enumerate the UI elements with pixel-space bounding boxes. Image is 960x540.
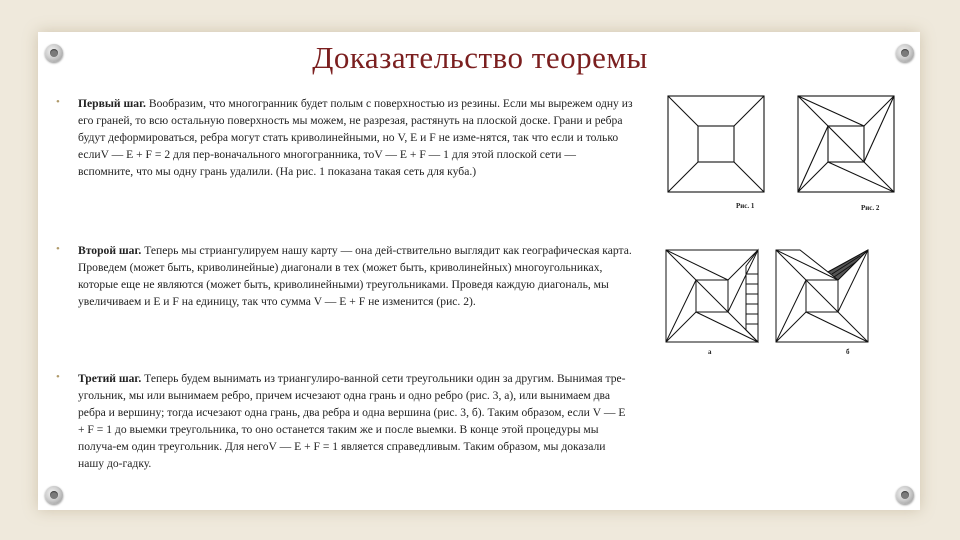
fig3a-caption: а [708, 348, 712, 356]
fig1-caption: Рис. 1 [736, 202, 755, 210]
fig1-inner-square [698, 126, 734, 162]
figure-1-2-panel [646, 88, 904, 218]
bullet-marker: • [56, 371, 60, 383]
figure-3-panel [660, 244, 876, 360]
figure-3-drawing [660, 244, 876, 360]
bullet-marker: • [56, 96, 60, 108]
paragraph-text: Вообразим, что многогранник будет полым с поверхностью из резины. Если мы вырежем одну из его граней, то всю остальную поверхность мы можем, не разрезая, растянуть на плоской доске. Грани и ребра будут деформироваться, ребра могут стать криволинейными, но V, E и F не изме-нятся, так что если и только еслиV — E + F = 2 для пер-воначального многогранника, тоV — E + F — 1 для этой плоской сети — вспомните, что мы одну грань удалили. (На рис. 1 показана такая сеть для куба.) [78, 97, 633, 178]
figure-1-2-drawing [646, 88, 904, 218]
paragraph-step-1 [78, 95, 634, 180]
paragraph-text: Теперь будем вынимать из триангулиро-ванной сети треугольники один за другим. Вынимая тре-угольник, мы или вынимаем ребро, причем исчезают одна грань и одно ребро (рис. 3, а), или вынимаем два ребра и вершину; тогда исчезают одна грань, два ребра и одна вершина (рис. 3, б). Таким образом, если V — E + F = 1 до выемки треугольника, то оно останется таким же и после выемки. В конце этой процедуры мы получа-ем один треугольник. Для негоV — E + F = 1 является справедливым. Таким образом, мы доказали нашу до-гадку. [78, 372, 626, 470]
paragraph-heading: Третий шаг. [78, 372, 142, 385]
fig3b-caption: б [846, 348, 850, 356]
paragraph-step-2 [78, 242, 634, 310]
pin-bottom-left-icon [45, 486, 63, 504]
paragraph-step-3 [78, 370, 634, 472]
pin-bottom-right-icon [896, 486, 914, 504]
paragraph-text: Теперь мы стриангулируем нашу карту — она дей-ствительно выглядит как географическая карта. Проведем (может быть, криволинейные) диагонали в тех (может быть, криволинейных) многоугольниках, которые еще не являются (может быть, криволинейными) треугольниками. Проведя каждую диагональ, мы увеличиваем и E и F на единицу, так что сумма V — E + F не изменится (рис. 2). [78, 244, 632, 308]
paragraph-heading: Второй шаг. [78, 244, 142, 257]
bullet-marker: • [56, 243, 60, 255]
fig2-caption: Рис. 2 [861, 204, 880, 212]
slide-title: Доказательство теоремы [312, 40, 648, 75]
paragraph-heading: Первый шаг. [78, 97, 146, 110]
